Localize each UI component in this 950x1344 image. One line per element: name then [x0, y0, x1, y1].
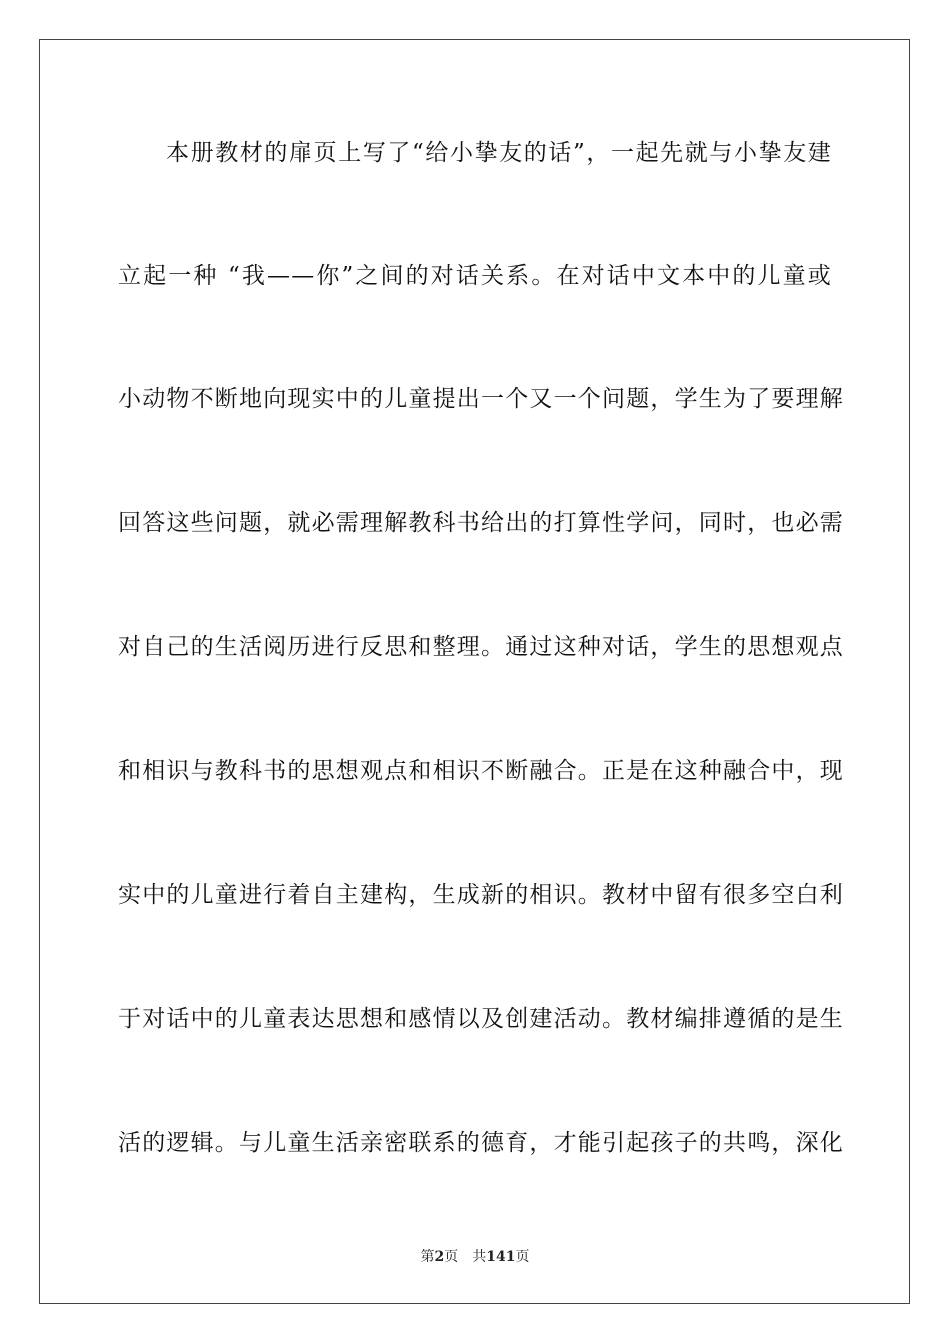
- body-text-line-2: 立起一种 “我——你”之间的对话关系。在对话中文本中的儿童或: [118, 263, 832, 289]
- page-border: [39, 39, 910, 1304]
- body-text-line-3: 小动物不断地向现实中的儿童提出一个又一个问题，学生为了要理解: [118, 386, 844, 412]
- footer-page-prefix: 第: [420, 1249, 435, 1265]
- footer-total-pages: 141: [486, 1249, 516, 1265]
- footer-page-number: 2: [434, 1249, 445, 1265]
- footer-total-suffix: 页: [515, 1249, 530, 1265]
- body-text-line-7: 实中的儿童进行着自主建构，生成新的相识。教材中留有很多空白利: [118, 882, 844, 908]
- footer-page-suffix: 页: [444, 1249, 459, 1265]
- body-text-line-6: 和相识与教科书的思想观点和相识不断融合。正是在这种融合中，现: [118, 758, 844, 784]
- page-footer: [0, 1248, 950, 1266]
- body-text-line-9: 活的逻辑。与儿童生活亲密联系的德育，才能引起孩子的共鸣，深化: [118, 1130, 844, 1156]
- footer-total-prefix: 共: [472, 1249, 487, 1265]
- body-text-line-4: 回答这些问题，就必需理解教科书给出的打算性学问，同时，也必需: [118, 510, 844, 536]
- body-text-line-8: 于对话中的儿童表达思想和感情以及创建活动。教材编排遵循的是生: [118, 1006, 844, 1032]
- body-text-line-1: 本册教材的扉页上写了“给小挚友的话”，一起先就与小挚友建: [166, 140, 832, 166]
- body-text-line-5: 对自己的生活阅历进行反思和整理。通过这种对话，学生的思想观点: [118, 634, 844, 660]
